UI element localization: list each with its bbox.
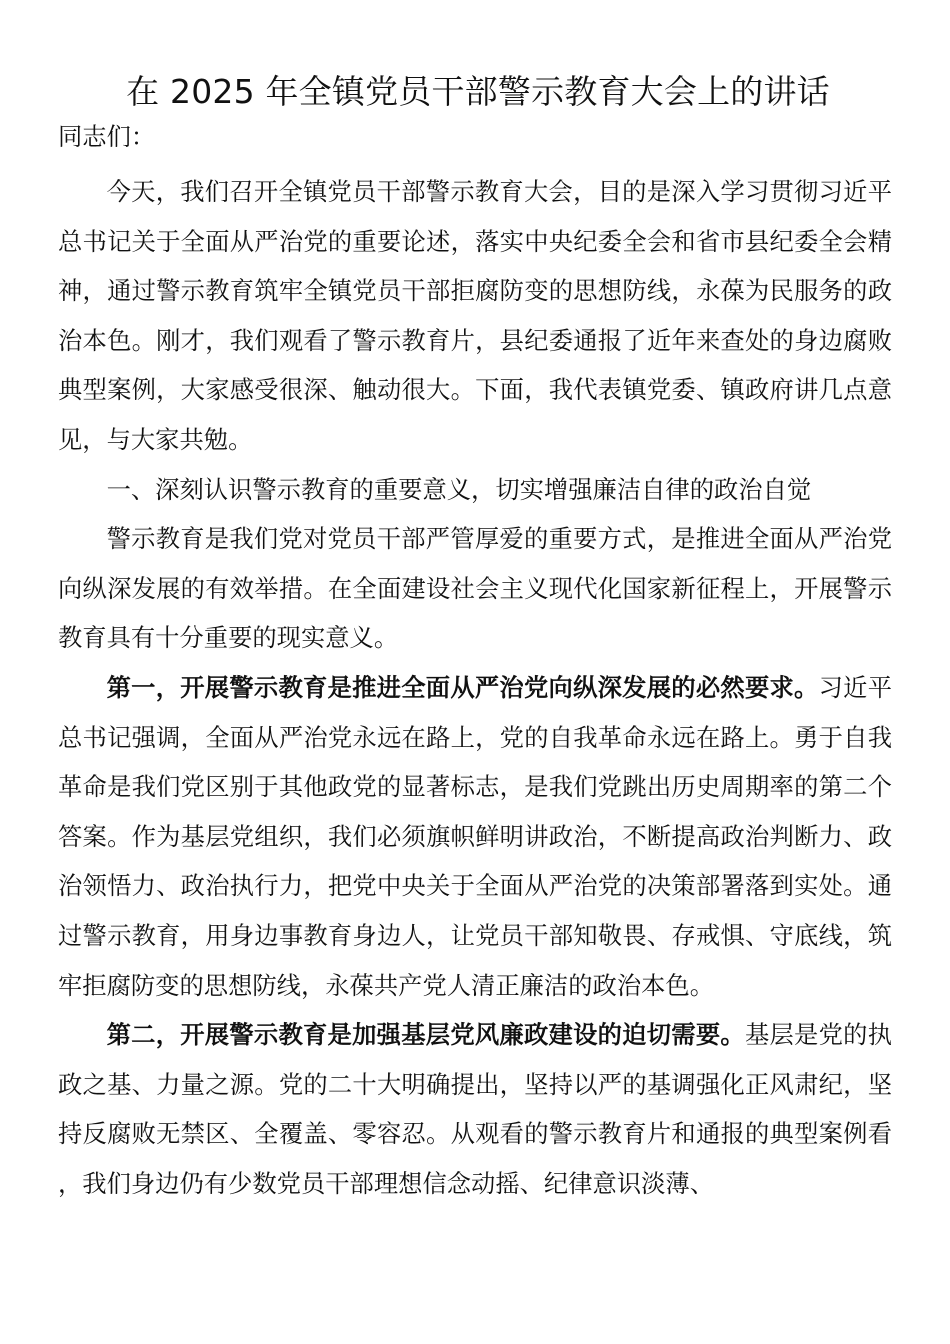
salutation: 同志们： bbox=[58, 122, 156, 151]
document-page bbox=[58, 66, 892, 1208]
point2-paragraph bbox=[58, 1010, 892, 1208]
section-heading-1: 一、深刻认识警示教育的重要意义，切实增强廉洁自律的政治自觉 bbox=[106, 474, 812, 504]
section1-intro-paragraph: 警示教育是我们党对党员干部严管厚爱的重要方式，是推进全面从严治党向纵深发展的有效举措。在全面建设社会主义现代化国家新征程上，开展警示教育具有十分重要的现实意义。 bbox=[58, 524, 892, 653]
point1-paragraph bbox=[58, 663, 892, 1010]
intro-paragraph: 今天，我们召开全镇党员干部警示教育大会，目的是深入学习贯彻习近平总书记关于全面从严治党的重要论述，落实中央纪委全会和省市县纪委全会精神，通过警示教育筑牢全镇党员干部拒腐防变的思想防线，永葆为民服务的政治本色。刚才，我们观看了警示教育片，县纪委通报了近年来查处的身边腐败典型案例，大家感受很深、触动很大。下面，我代表镇党委、镇政府讲几点意见，与大家共勉。 bbox=[58, 177, 892, 454]
point1-body: 习近平总书记强调，全面从严治党永远在路上，党的自我革命永远在路上。勇于自我革命是我们党区别于其他政党的显著标志，是我们党跳出历史周期率的第二个答案。作为基层党组织，我们必须旗帜鲜明讲政治，不断提高政治判断力、政治领悟力、政治执行力，把党中央关于全面从严治党的决策部署落到实处。通过警示教育，用身边事教育身边人，让党员干部知敬畏、存戒惧、守底线，筑牢拒腐防变的思想防线，永葆共产党人清正廉洁的政治本色。 bbox=[58, 672, 893, 1000]
point2-lead: 第二，开展警示教育是加强基层党风廉政建设的迫切需要。 bbox=[106, 1020, 745, 1050]
point2-body: 基层是党的执政之基、力量之源。党的二十大明确提出，坚持以严的基调强化正风肃纪，坚持反腐败无禁区、全覆盖、零容忍。从观看的警示教育片和通报的典型案例看，我们身边仍有少数党员干部理想信念动摇、纪律意识淡薄、 bbox=[58, 1020, 893, 1198]
point1-lead: 第一，开展警示教育是推进全面从严治党向纵深发展的必然要求。 bbox=[106, 672, 819, 702]
document-title: 在 2025 年全镇党员干部警示教育大会上的讲话 bbox=[126, 72, 830, 111]
